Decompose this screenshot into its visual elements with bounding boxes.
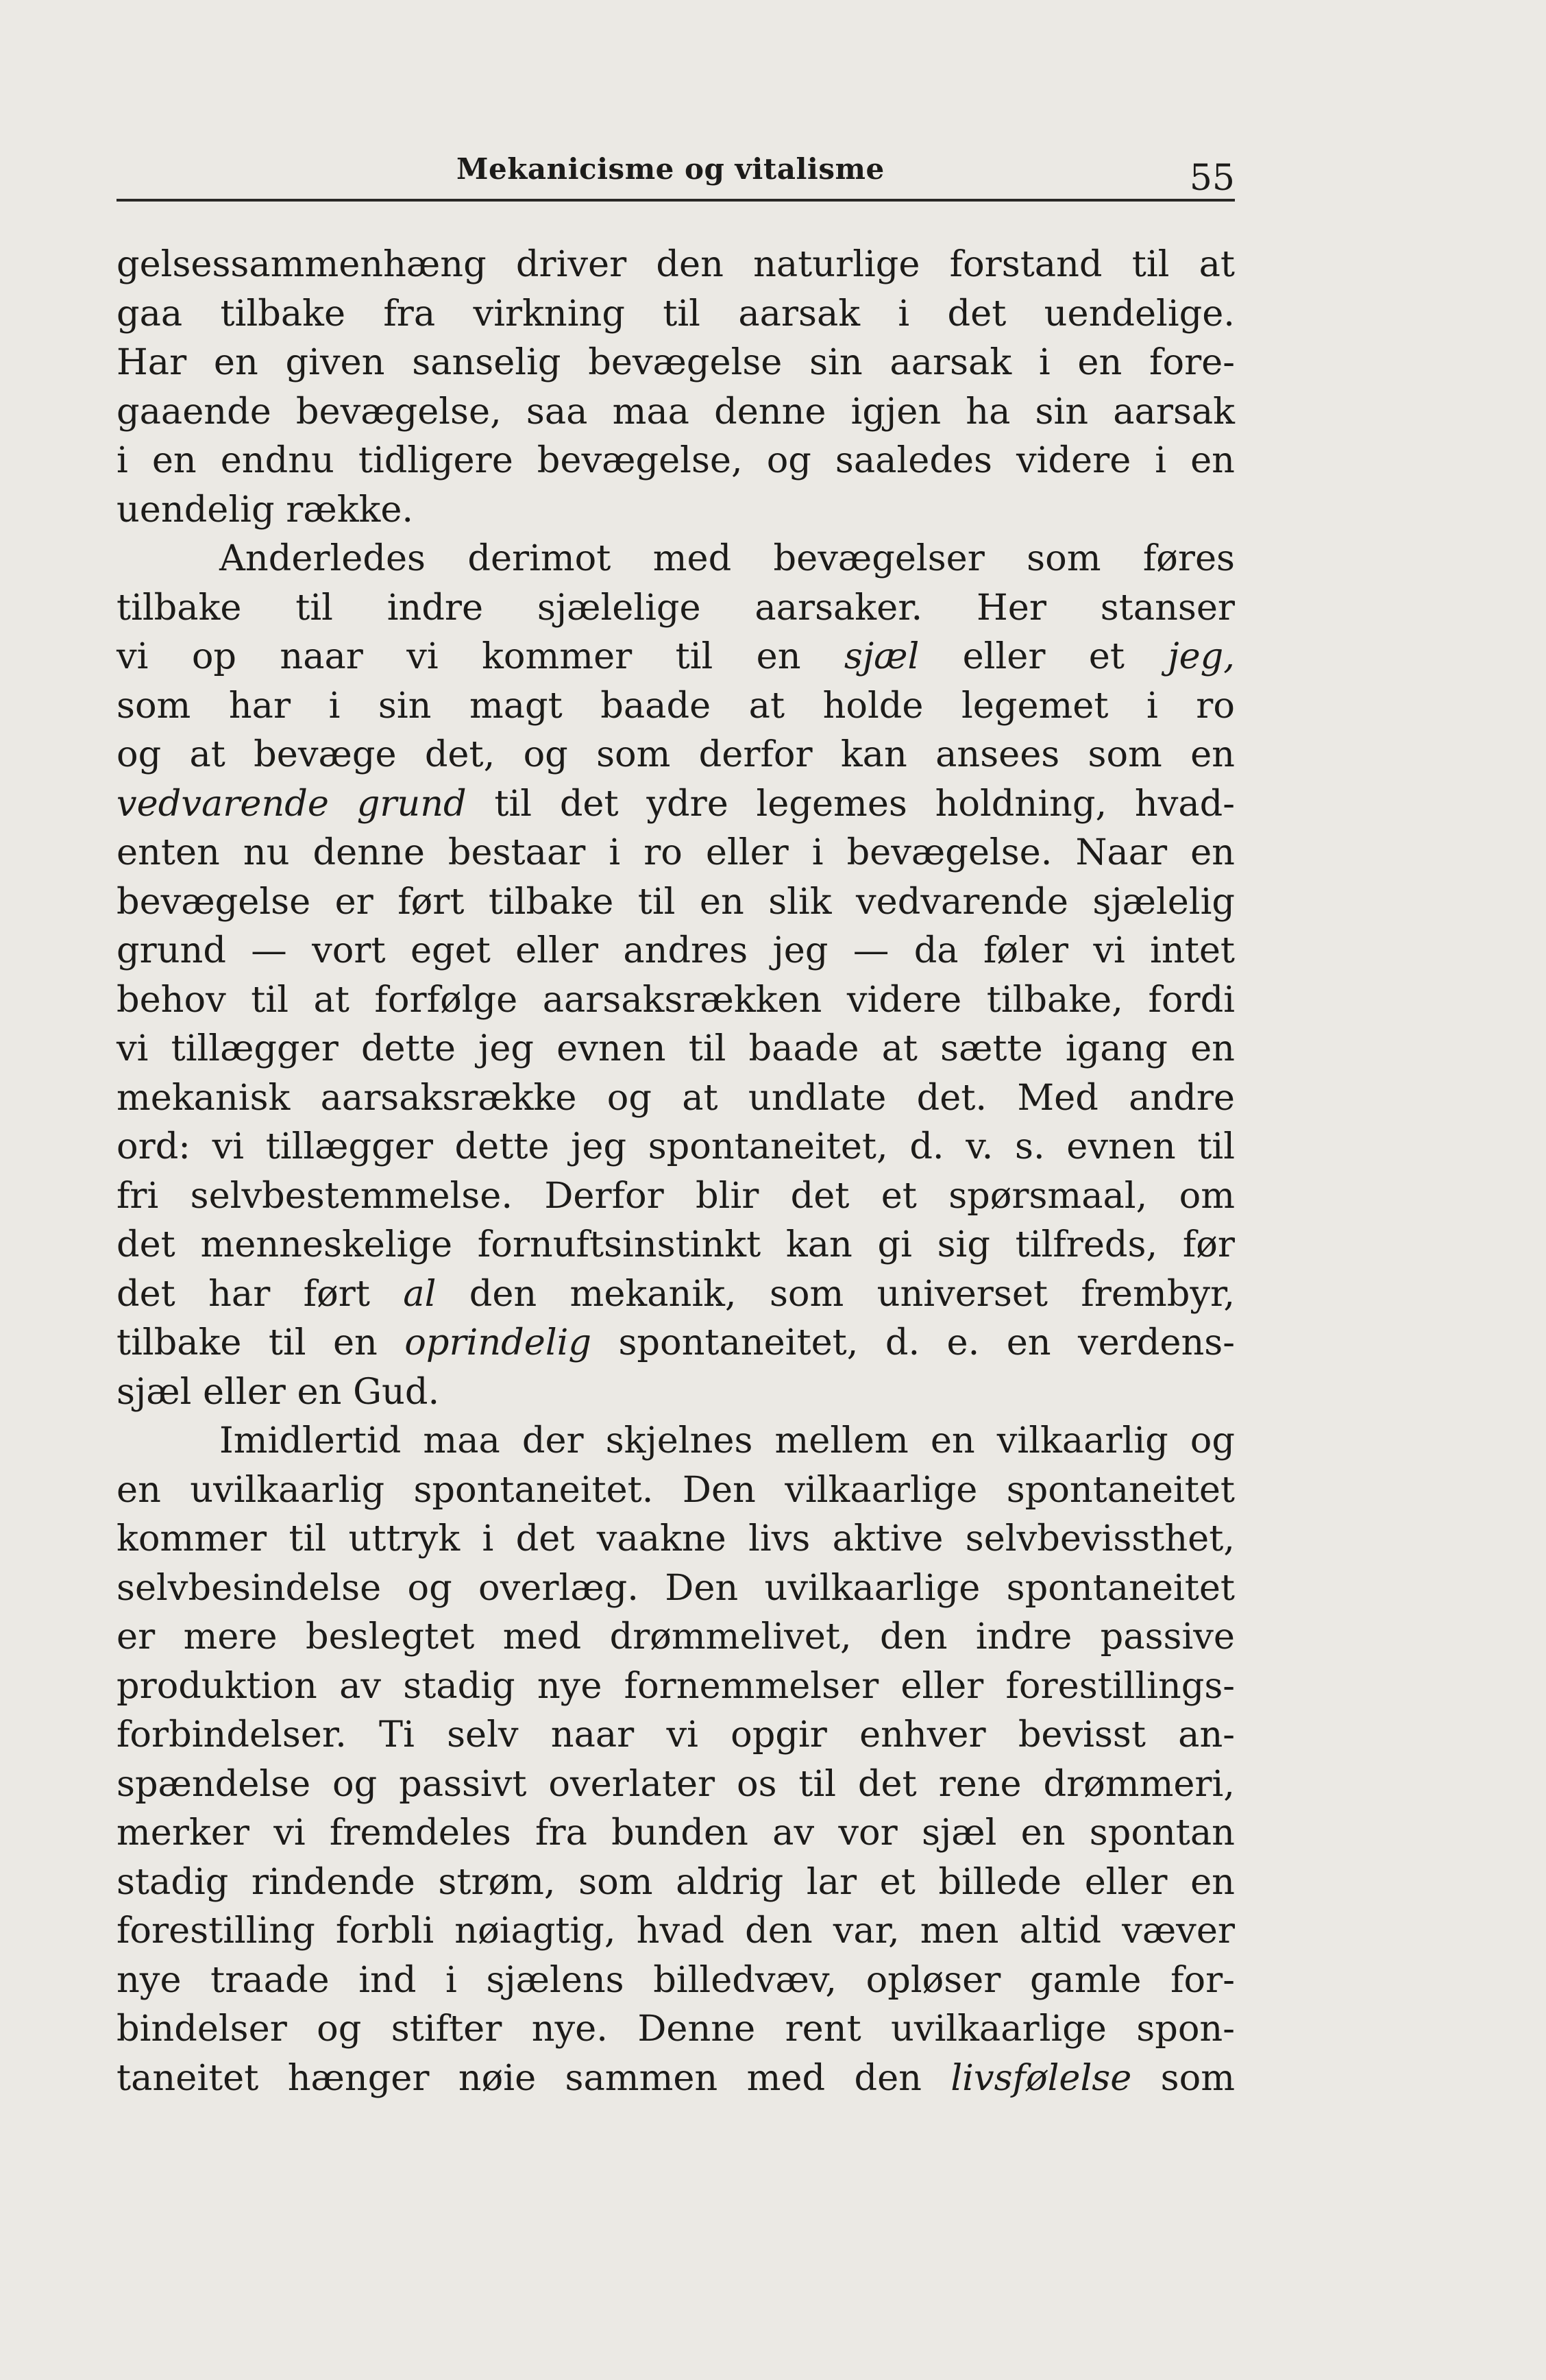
text-line: gaaende bevægelse, saa maa denne igjen ha sin aarsak — [116, 390, 1235, 433]
text-line: bindelser og stifter nye. Denne rent uvilkaarlige spon- — [116, 2008, 1235, 2050]
text-line: forestilling forbli nøiagtig, hvad den var, men altid væver — [116, 1910, 1235, 1952]
running-title: Mekanicisme og vitalisme — [456, 152, 885, 186]
text-line: bevægelse er ført tilbake til en slik vedvarende sjælelig — [116, 880, 1235, 923]
text-line: det har ført al den mekanik, som universet frembyr, — [116, 1272, 1236, 1315]
text-line: taneitet hænger nøie sammen med den livsfølelse som — [116, 2056, 1235, 2099]
text-line: som har i sin magt baade at holde legemet i ro — [116, 684, 1235, 727]
text-line: stadig rindende strøm, som aldrig lar et billede eller en — [116, 1860, 1235, 1903]
text-line: Imidlertid maa der skjelnes mellem en vilkaarlig og — [219, 1420, 1235, 1461]
text-line: grund — vort eget eller andres jeg — da føler vi intet — [116, 930, 1235, 971]
text-line: uendelig række. — [116, 488, 414, 531]
text-line: produktion av stadig nye fornemmelser eller forestillings- — [116, 1664, 1235, 1707]
text-line: forbindelser. Ti selv naar vi opgir enhver bevisst an- — [116, 1714, 1235, 1756]
text-line: spændelse og passivt overlater os til det rene drømmeri, — [116, 1762, 1235, 1805]
text-line: kommer til uttryk i det vaakne livs aktive selvbevissthet, — [116, 1518, 1235, 1559]
text-line: sjæl eller en Gud. — [116, 1370, 440, 1413]
text-line: i en endnu tidligere bevægelse, og saaledes videre i en — [116, 439, 1235, 481]
text-line: behov til at forfølge aarsaksrækken videre tilbake, fordi — [116, 978, 1235, 1021]
text-line: nye traade ind i sjælens billedvæv, opløser gamle for- — [116, 1958, 1235, 2001]
text-line: Anderledes derimot med bevægelser som føres — [219, 537, 1235, 579]
text-line: en uvilkaarlig spontaneitet. Den vilkaarlige spontaneitet — [116, 1468, 1235, 1511]
page-number: 55 — [1189, 158, 1235, 199]
text-line: merker vi fremdeles fra bunden av vor sjæl en spontan — [116, 1812, 1235, 1854]
text-line: tilbake til en oprindelig spontaneitet, d. e. en verdens- — [116, 1322, 1235, 1363]
text-line: vi op naar vi kommer til en sjæl eller et jeg, — [116, 635, 1235, 677]
text-line: ord: vi tillægger dette jeg spontaneitet, d. v. s. evnen til — [116, 1126, 1235, 1167]
text-line: det menneskelige fornuftsinstinkt kan gi sig tilfreds, før — [116, 1224, 1235, 1265]
text-line: fri selvbestemmelse. Derfor blir det et spørsmaal, om — [116, 1174, 1235, 1217]
text-line: Har en given sanselig bevægelse sin aarsak i en fore- — [116, 341, 1235, 383]
text-line: tilbake til indre sjælelige aarsaker. Her stanser — [116, 586, 1235, 629]
text-line: og at bevæge det, og som derfor kan ansees som en — [116, 733, 1235, 775]
text-line: mekanisk aarsaksrække og at undlate det. Med andre — [116, 1076, 1235, 1119]
header-rule — [116, 199, 1235, 202]
text-line: gaa tilbake fra virkning til aarsak i det uendelige. — [116, 292, 1235, 335]
text-line: vedvarende grund til det ydre legemes holdning, hvad- — [116, 782, 1235, 825]
text-line: gelsessammenhæng driver den naturlige forstand til at — [116, 243, 1235, 285]
text-line: er mere beslegtet med drømmelivet, den indre passive — [116, 1616, 1235, 1657]
body-text — [116, 240, 1235, 2102]
text-line: enten nu denne bestaar i ro eller i bevægelse. Naar en — [116, 831, 1235, 873]
text-line: selvbesindelse og overlæg. Den uvilkaarlige spontaneitet — [116, 1566, 1235, 1609]
page-header — [116, 147, 1235, 202]
text-line: vi tillægger dette jeg evnen til baade at sætte igang en — [116, 1028, 1235, 1069]
